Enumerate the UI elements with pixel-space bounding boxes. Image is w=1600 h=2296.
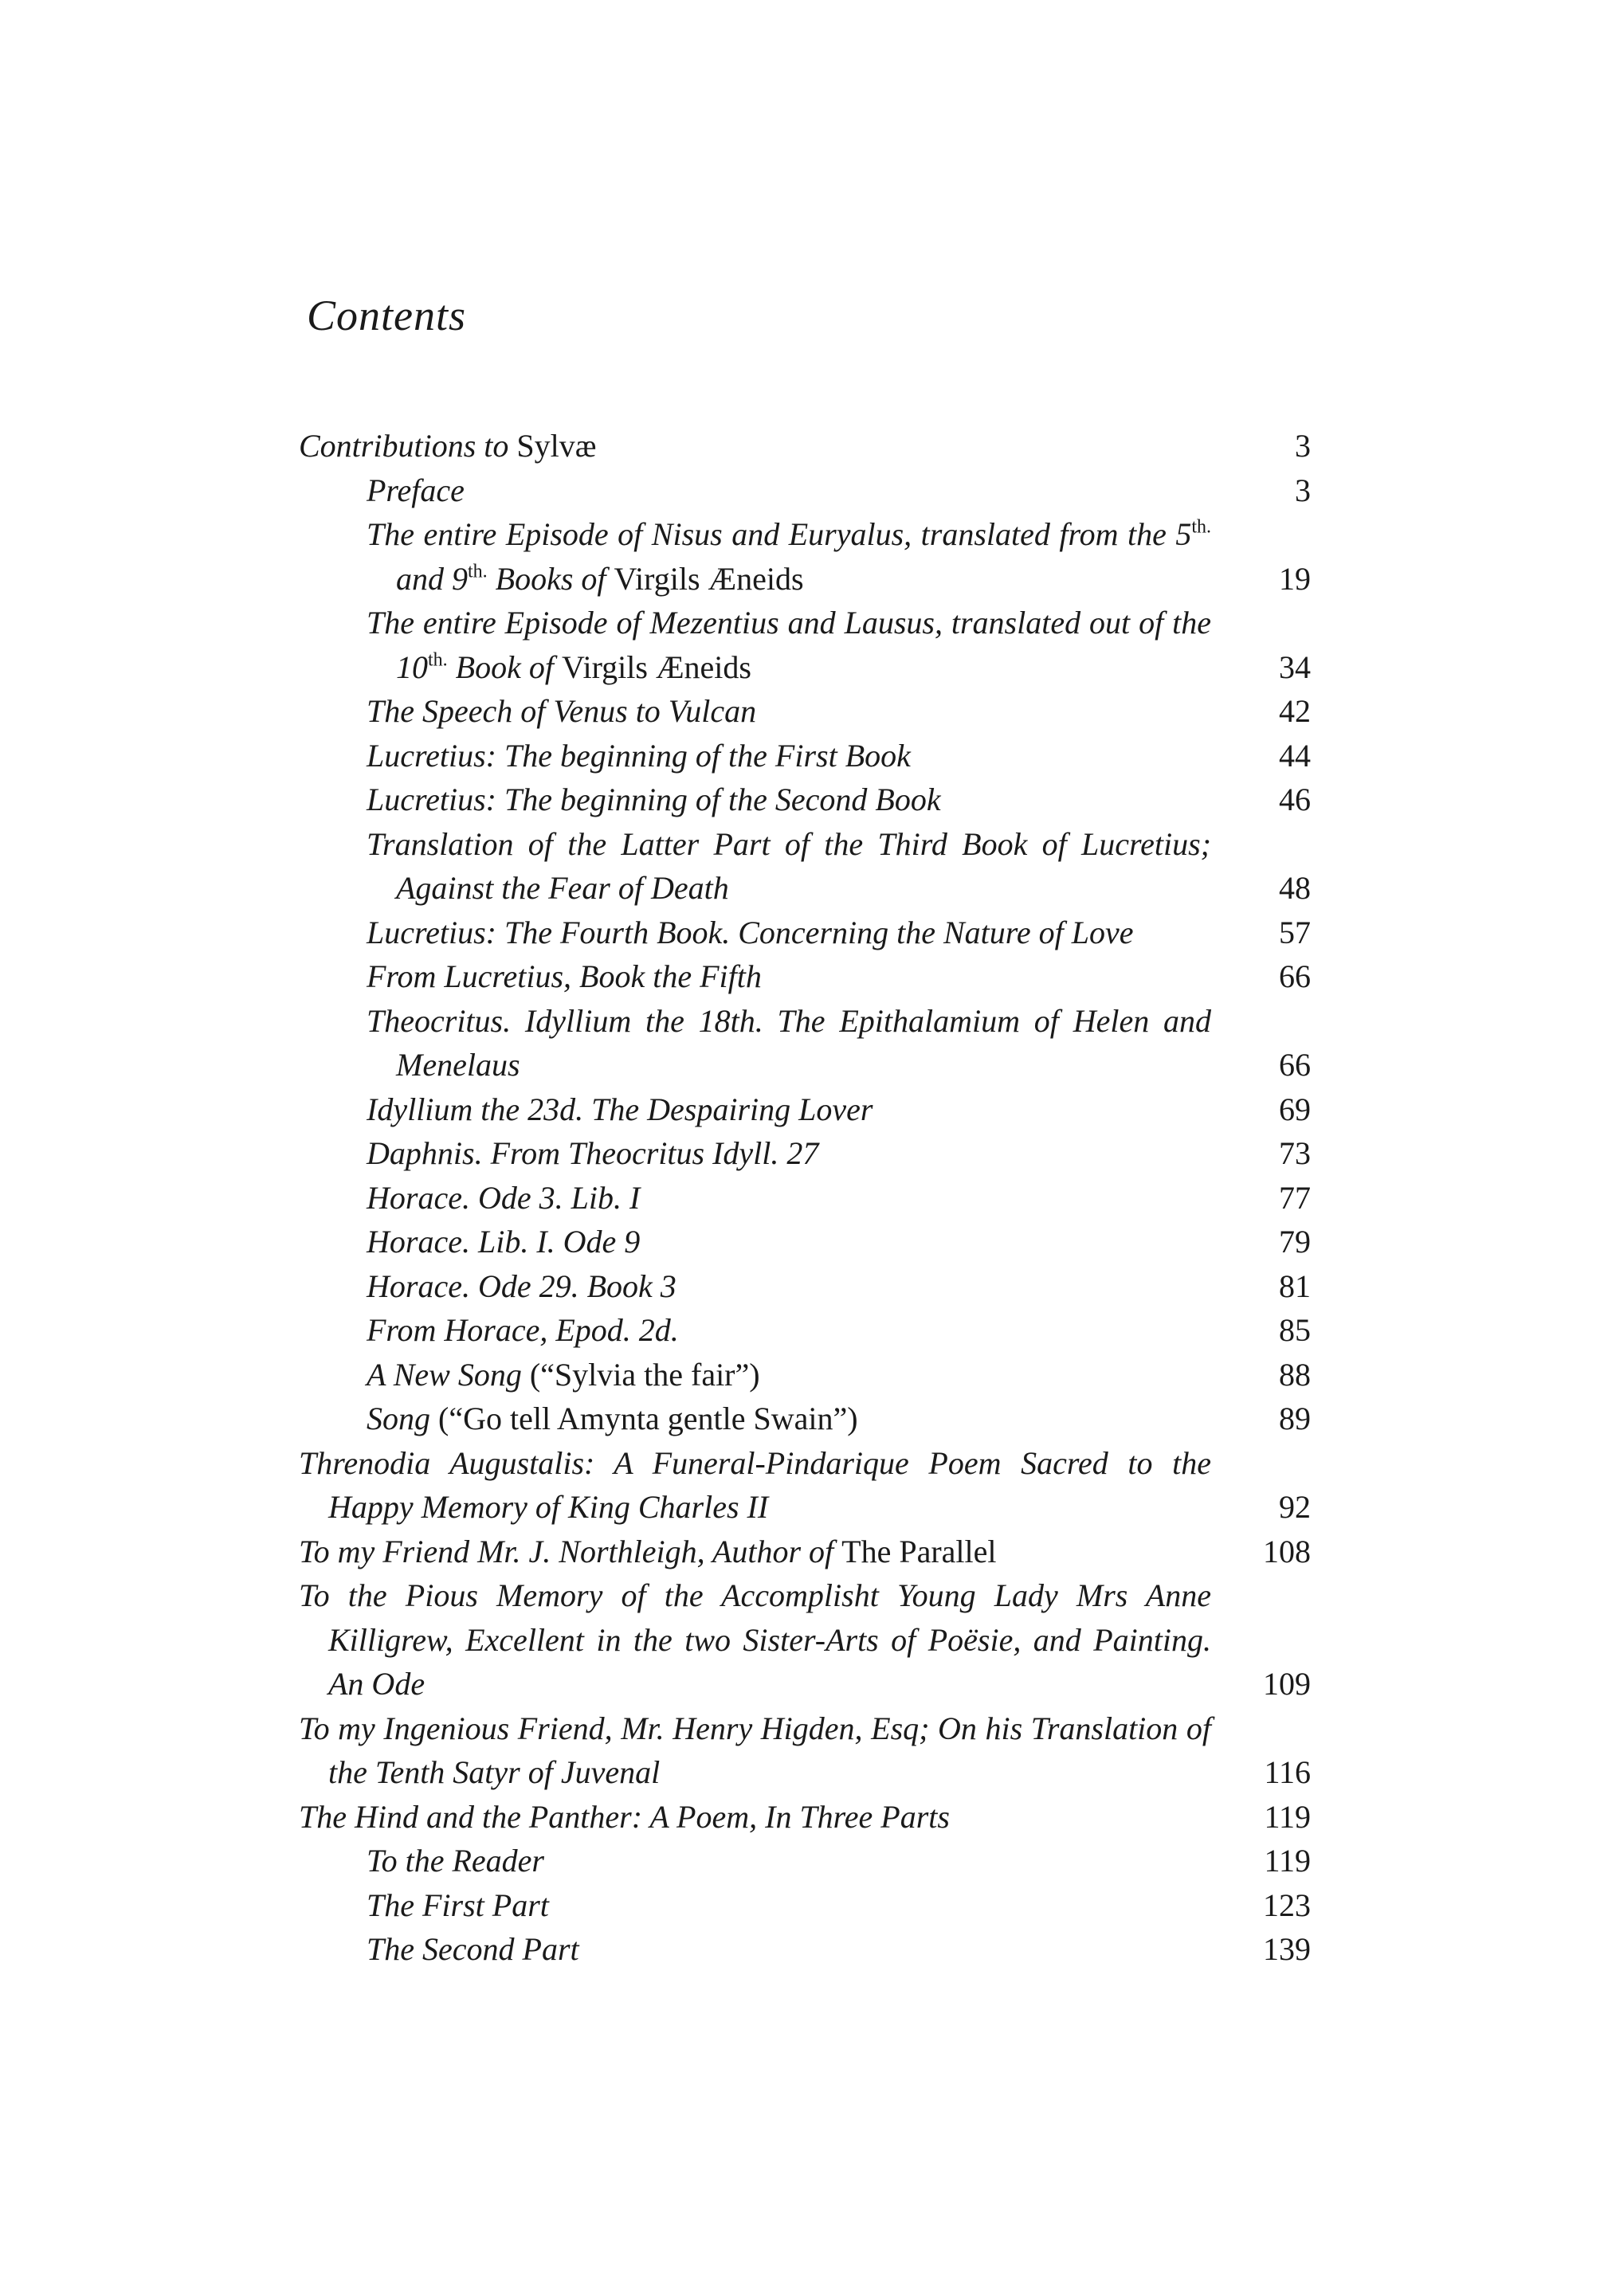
toc-entry — [299, 999, 1311, 1087]
toc-entry — [299, 601, 1311, 689]
toc-entry — [299, 1839, 1311, 1883]
toc-entry — [299, 1795, 1311, 1840]
toc-entry-title — [367, 1353, 1211, 1397]
toc-entry-title — [367, 1176, 1211, 1220]
toc-entry-title — [367, 734, 1211, 778]
toc-title-segment: From Lucretius, Book the Fifth — [367, 958, 762, 994]
toc-page-number: 119 — [1264, 1798, 1311, 1835]
toc-entry-title — [299, 1530, 1211, 1574]
toc-entry — [299, 1176, 1311, 1220]
toc-entry-title — [367, 911, 1211, 955]
toc-entry — [299, 1308, 1311, 1353]
toc-title-segment: Daphnis. From Theocritus Idyll. 27 — [367, 1135, 819, 1171]
toc-entry-title — [367, 1927, 1211, 1972]
toc-title-segment: To my Friend Mr. J. Northleigh, Author of — [299, 1533, 842, 1569]
toc-entry — [299, 1706, 1311, 1795]
toc-title-segment: To my Ingenious Friend, Mr. Henry Higden, Esq; On his Translation of the Tenth Satyr of Juvenal — [299, 1710, 1211, 1790]
toc-title-segment: Preface — [367, 472, 465, 508]
toc-page-number: 57 — [1279, 914, 1311, 950]
toc-title-segment: To the Pious Memory of the Accomplisht Young Lady Mrs Anne Killigrew, Excellent in the two Sister-Arts of Poësie, and Painting. An Ode — [299, 1577, 1211, 1702]
toc-title-segment: The First Part — [367, 1887, 549, 1923]
toc-title-segment: Lucretius: The beginning of the First Book — [367, 737, 911, 774]
toc-entry-title — [367, 512, 1211, 601]
toc-entry — [299, 1264, 1311, 1309]
toc-entry — [299, 734, 1311, 778]
toc-title-segment: (“Go tell Amynta gentle Swain”) — [438, 1401, 858, 1436]
toc-page-number: 123 — [1263, 1887, 1311, 1923]
toc-entry-title — [367, 778, 1211, 822]
toc-page-number: 34 — [1279, 648, 1311, 685]
toc-entry — [299, 1397, 1311, 1441]
toc-entry — [299, 1573, 1311, 1706]
toc-title-segment: Book of — [447, 648, 562, 685]
toc-title-segment: Song — [367, 1401, 438, 1436]
toc-entry-title — [367, 822, 1211, 911]
toc-entry-title — [367, 1308, 1211, 1353]
toc-title-segment: Horace. Ode 3. Lib. I — [367, 1179, 641, 1216]
toc-entry — [299, 1530, 1311, 1574]
toc-page-number: 44 — [1279, 737, 1311, 774]
toc-page-number: 77 — [1279, 1179, 1311, 1216]
page-heading: Contents — [307, 292, 467, 339]
toc-title-segment: (“Sylvia the fair”) — [529, 1356, 760, 1393]
toc-page-number: 92 — [1279, 1489, 1311, 1525]
toc-title-segment: Horace. Lib. I. Ode 9 — [367, 1224, 641, 1260]
toc-title-segment: The entire Episode of Mezentius and Lausus, translated out of the 10 — [367, 605, 1211, 685]
toc-title-segment: th. — [428, 648, 448, 670]
toc-title-segment: The entire Episode of Nisus and Euryalus, translated from the 5 — [367, 516, 1192, 552]
toc-page-number: 89 — [1279, 1401, 1311, 1436]
toc-title-segment: The Second Part — [367, 1931, 579, 1967]
toc-entry — [299, 689, 1311, 734]
toc-page-number: 66 — [1279, 958, 1311, 994]
toc-entry — [299, 954, 1311, 999]
toc-title-segment: To the Reader — [367, 1843, 544, 1879]
toc-page-number: 109 — [1263, 1666, 1311, 1702]
toc-entry — [299, 911, 1311, 955]
toc-title-segment: Horace. Ode 29. Book 3 — [367, 1268, 676, 1304]
toc-entry-title — [367, 1883, 1211, 1928]
toc-title-segment: Sylvæ — [516, 428, 597, 464]
toc-entry-title — [299, 1706, 1211, 1795]
toc-title-segment: The Parallel — [841, 1533, 997, 1569]
toc-entry — [299, 468, 1311, 513]
toc-title-segment: and 9 — [396, 560, 468, 597]
toc-page-number: 42 — [1279, 693, 1311, 729]
toc-entry-title — [367, 1087, 1211, 1132]
toc-entry — [299, 1883, 1311, 1928]
toc-title-segment: Lucretius: The Fourth Book. Concerning the Nature of Love — [367, 914, 1134, 950]
toc-entry — [299, 822, 1311, 911]
toc-title-segment: Theocritus. Idyllium the 18th. The Epithalamium of Helen and Menelaus — [367, 1002, 1211, 1083]
toc-entry — [299, 1927, 1311, 1972]
toc-entry — [299, 1441, 1311, 1530]
toc-entry-title — [299, 1795, 1211, 1840]
toc-page-number: 3 — [1295, 472, 1311, 508]
toc-page-number: 3 — [1295, 428, 1311, 464]
toc-entry — [299, 1087, 1311, 1132]
toc-title-segment: Translation of the Latter Part of the Third Book of Lucretius; Against the Fear of Death — [367, 825, 1211, 906]
toc-page-number: 48 — [1279, 870, 1311, 906]
toc-entry-title — [299, 1573, 1211, 1706]
toc-entry — [299, 1131, 1311, 1176]
toc-page-number: 81 — [1279, 1268, 1311, 1304]
toc-entry-title — [367, 1131, 1211, 1176]
toc-entry-title — [367, 999, 1211, 1087]
toc-page-number: 66 — [1279, 1047, 1311, 1083]
toc-entry-title — [367, 689, 1211, 734]
toc-entry — [299, 512, 1311, 601]
toc-page-number: 73 — [1279, 1135, 1311, 1171]
toc-title-segment: Books of — [487, 560, 614, 597]
toc-entry-title — [299, 1441, 1211, 1530]
toc-entry-title — [367, 601, 1211, 689]
toc-title-segment: th. — [1191, 516, 1211, 538]
toc-title-segment: The Hind and the Panther: A Poem, In Three Parts — [299, 1798, 950, 1835]
toc-page-number: 116 — [1264, 1754, 1311, 1790]
toc-page-number: 79 — [1279, 1224, 1311, 1260]
toc-page-number: 46 — [1279, 782, 1311, 817]
toc-entry-title — [367, 954, 1211, 999]
toc-page-number: 69 — [1279, 1091, 1311, 1127]
toc-page-number: 19 — [1279, 560, 1311, 597]
toc-entry — [299, 1353, 1311, 1397]
toc-entry-title — [367, 1397, 1211, 1441]
toc-title-segment: Contributions to — [299, 428, 517, 464]
toc-page-number: 119 — [1264, 1843, 1311, 1879]
toc-entry-title — [367, 1220, 1211, 1264]
toc-title-segment: Idyllium the 23d. The Despairing Lover — [367, 1091, 873, 1127]
toc-title-segment: From Horace, Epod. 2d. — [367, 1312, 679, 1348]
toc-page-number: 85 — [1279, 1312, 1311, 1348]
toc-entry — [299, 1220, 1311, 1264]
toc-page-number: 88 — [1279, 1356, 1311, 1393]
toc-entry-title — [299, 424, 1211, 468]
toc-title-segment: A New Song — [367, 1356, 530, 1393]
toc-page-number: 108 — [1263, 1533, 1311, 1569]
toc-page-number: 139 — [1263, 1931, 1311, 1967]
toc-title-segment: Lucretius: The beginning of the Second Book — [367, 782, 941, 817]
toc-title-segment: Threnodia Augustalis: A Funeral-Pindarique Poem Sacred to the Happy Memory of King Charles II — [299, 1444, 1211, 1525]
toc-title-segment: th. — [468, 560, 488, 582]
toc-title-segment: The Speech of Venus to Vulcan — [367, 693, 757, 729]
toc-entry — [299, 778, 1311, 822]
toc-entry-title — [367, 468, 1211, 513]
toc-entry-title — [367, 1264, 1211, 1309]
toc-title-segment: Virgils Æneids — [614, 560, 804, 597]
toc-entry-title — [367, 1839, 1211, 1883]
toc-title-segment: Virgils Æneids — [561, 648, 751, 685]
toc-entry — [299, 424, 1311, 468]
table-of-contents — [299, 424, 1311, 1972]
